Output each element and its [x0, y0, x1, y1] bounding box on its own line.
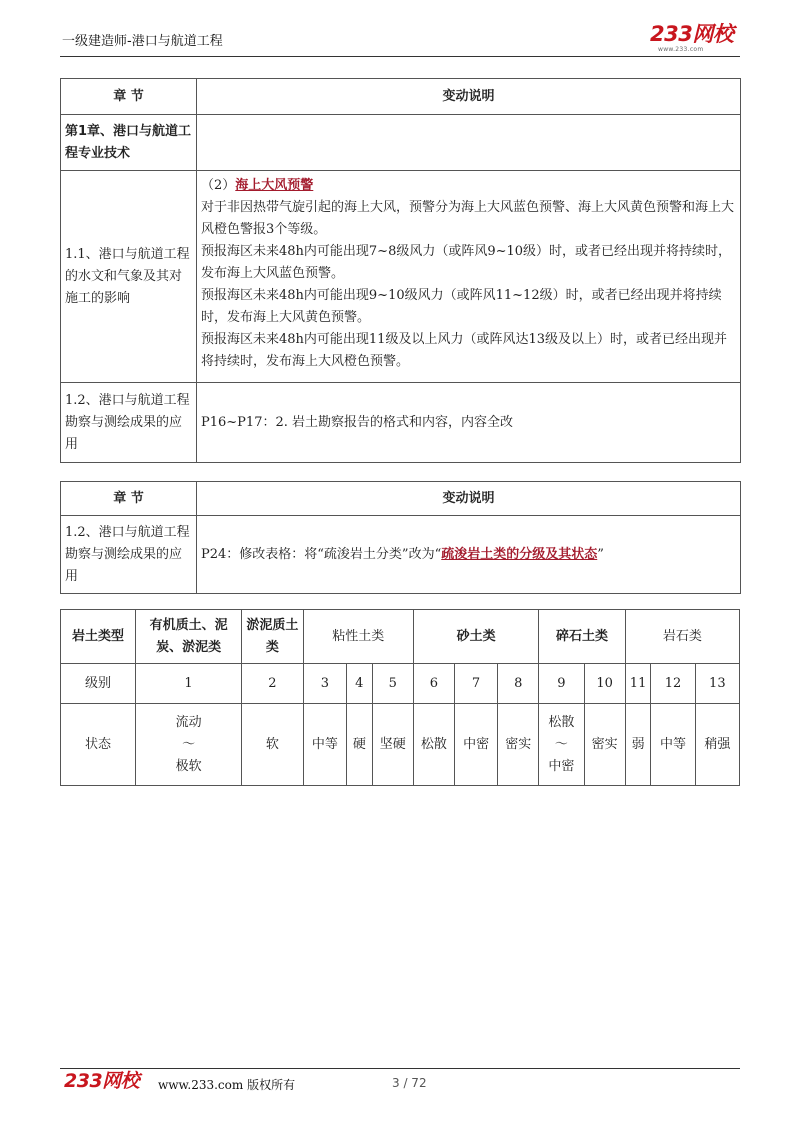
level-row [61, 664, 740, 704]
state-cell-gravel [539, 704, 584, 786]
desc-paragraph: 预报海区未来48h内可能出现9~10级风力（或阵风11~12级）时，或者已经出现并将持续时，发布海上大风黄色预警。 [201, 288, 722, 325]
table-row [61, 383, 741, 463]
desc-prefix: P24：修改表格：将“疏浚岩土分类”改为“ [201, 546, 442, 562]
state-line: 流动 [175, 714, 202, 730]
state-cell: 稍强 [695, 704, 739, 786]
brand-logo [650, 24, 733, 53]
level-cell: 6 [413, 664, 454, 704]
header-sand: 砂土类 [413, 610, 538, 664]
state-line: 松散 [548, 714, 575, 730]
state-line: 极软 [175, 758, 202, 774]
col-desc-header: 变动说明 [197, 482, 741, 516]
state-line: 中密 [548, 758, 575, 774]
change-desc-cell: P16~P17：2. 岩土勘察报告的格式和内容，内容全改 [197, 383, 741, 463]
level-cell: 13 [695, 664, 739, 704]
chapter-desc-empty [197, 115, 741, 171]
state-cell: 中密 [454, 704, 497, 786]
page-number: 3 / 72 [392, 1076, 427, 1090]
level-cell: 2 [242, 664, 304, 704]
footer-divider [60, 1068, 740, 1069]
header-organic: 有机质土、泥炭、淤泥类 [136, 610, 242, 664]
header-gravel: 碎石土类 [539, 610, 625, 664]
table-row [61, 516, 741, 594]
col-chapter-header: 章 节 [61, 79, 197, 115]
soil-class-table [60, 609, 740, 786]
state-cell: 中等 [303, 704, 346, 786]
level-cell: 4 [346, 664, 372, 704]
header-silt: 淤泥质土类 [242, 610, 304, 664]
state-cell: 密实 [498, 704, 539, 786]
level-cell: 9 [539, 664, 584, 704]
level-cell: 10 [584, 664, 625, 704]
level-cell: 7 [454, 664, 497, 704]
state-cell: 硬 [346, 704, 372, 786]
level-label: 级别 [61, 664, 136, 704]
level-cell: 5 [372, 664, 413, 704]
chapter-title: 第1章、港口与航道工程专业技术 [61, 115, 197, 171]
col-desc-header: 变动说明 [197, 79, 741, 115]
section-cell: 1.2、港口与航道工程勘察与测绘成果的应用 [61, 516, 197, 594]
header-clay: 粘性土类 [303, 610, 413, 664]
changes-table-2 [60, 481, 741, 594]
table-header-row [61, 610, 740, 664]
header-divider [60, 56, 740, 57]
state-cell: 中等 [651, 704, 695, 786]
state-line: ～ [554, 736, 568, 752]
table-row [61, 171, 741, 383]
state-line: ～ [182, 736, 196, 752]
section-cell: 1.2、港口与航道工程勘察与测绘成果的应用 [61, 383, 197, 463]
table-header-row [61, 482, 741, 516]
footer-logo [64, 1072, 139, 1091]
state-cell: 弱 [625, 704, 651, 786]
header-rock: 岩石类 [625, 610, 739, 664]
desc-heading-line [201, 175, 736, 197]
table-row [61, 115, 741, 171]
header-type: 岩土类型 [61, 610, 136, 664]
logo-url: www.233.com [658, 46, 704, 53]
header-title: 一级建造师-港口与航道工程 [62, 34, 223, 49]
logo-text: 233网校 [650, 22, 734, 46]
level-cell: 8 [498, 664, 539, 704]
state-cell-organic [136, 704, 242, 786]
footer-copyright[interactable]: www.233.com 版权所有 [158, 1078, 296, 1092]
state-row [61, 704, 740, 786]
desc-paragraph: 预报海区未来48h内可能出现11级及以上风力（或阵风达13级及以上）时，或者已经出现并将持续时，发布海上大风橙色预警。 [201, 332, 727, 369]
table-header-row [61, 79, 741, 115]
desc-suffix: ” [597, 546, 604, 562]
state-cell: 松散 [413, 704, 454, 786]
desc-paragraph: 预报海区未来48h内可能出现7~8级风力（或阵风9~10级）时，或者已经出现并将持续时，发布海上大风蓝色预警。 [201, 244, 732, 281]
level-cell: 3 [303, 664, 346, 704]
section-cell: 1.1、港口与航道工程的水文和气象及其对施工的影响 [61, 171, 197, 383]
desc-paragraph: 对于非因热带气旋引起的海上大风，预警分为海上大风蓝色预警、海上大风黄色预警和海上大风橙色警报3个等级。 [201, 200, 735, 237]
level-cell: 1 [136, 664, 242, 704]
level-cell: 12 [651, 664, 695, 704]
desc-heading-prefix: （2） [201, 178, 236, 193]
col-chapter-header: 章 节 [61, 482, 197, 516]
desc-link[interactable]: 疏浚岩土类的分级及其状态 [441, 546, 598, 562]
state-cell: 坚硬 [372, 704, 413, 786]
state-label: 状态 [61, 704, 136, 786]
state-cell: 软 [242, 704, 304, 786]
state-cell: 密实 [584, 704, 625, 786]
changes-table-1 [60, 78, 741, 463]
change-desc-cell [197, 171, 741, 383]
level-cell: 11 [625, 664, 651, 704]
footer-logo-text: 233网校 [64, 1070, 140, 1092]
change-desc-cell [197, 516, 741, 594]
desc-heading-link[interactable]: 海上大风预警 [235, 178, 314, 193]
